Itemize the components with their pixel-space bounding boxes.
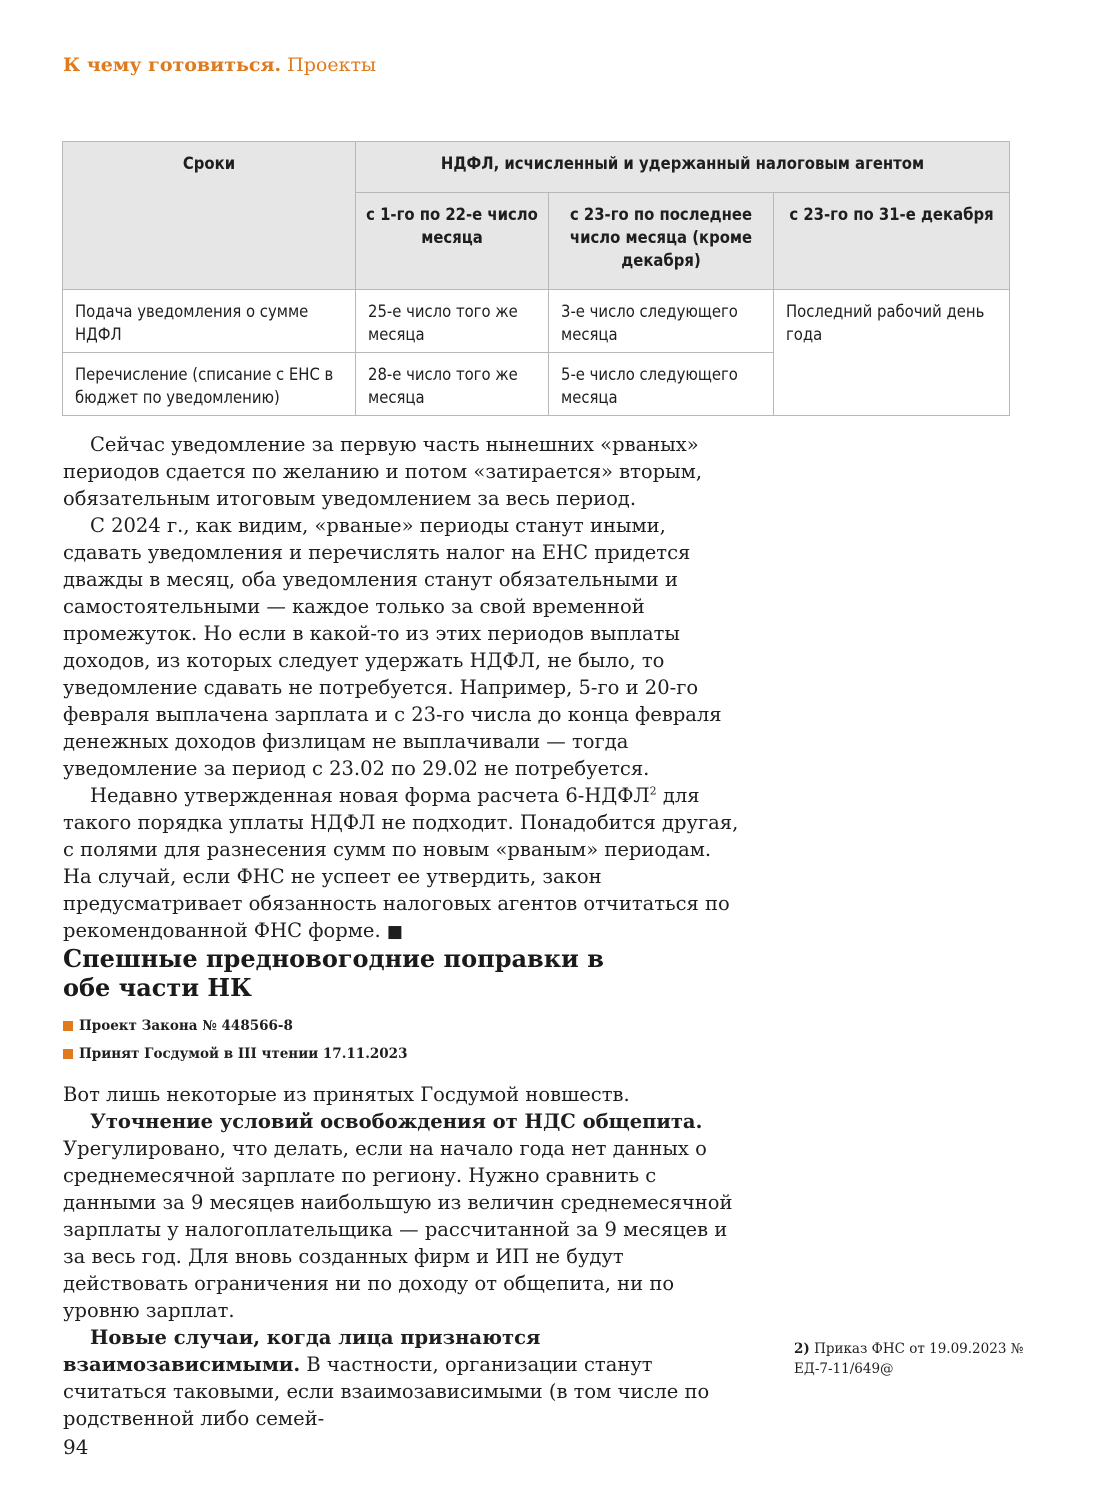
law-number: Проект Закона № 448566-8 [79, 1018, 293, 1034]
section-title: Спешные предновогодние поправки в обе части НК [63, 944, 604, 1002]
footnote [794, 1339, 1024, 1379]
col-header-deadlines: Сроки [63, 142, 356, 290]
row-cell: 3-е число следующего месяца [549, 290, 774, 353]
law-info-item [63, 1040, 407, 1068]
paragraph: Сейчас уведомление за первую часть нынешних «рваных» периодов сдается по желанию и потом «затирается» вторым, обязательным итоговым уведомлением за весь период. [63, 433, 703, 510]
row-label: Перечисление (списание с ЕНС в бюджет по уведомлению) [63, 353, 356, 416]
subsection-title: Уточнение условий освобождения от НДС общепита. [90, 1110, 703, 1133]
paragraph-text: для такого порядка уплаты НДФЛ не подходит. Понадобится другая, с полями для разнесения сумм по новым «рваным» периодам. На случай, если ФНС не успеет ее утвердить, закон предусматривает обязанность налоговых агентов отчитаться по рекомендованной ФНС форме. [63, 784, 739, 942]
page-number: 94 [63, 1435, 89, 1459]
col-header-period-2: с 23-го по последнее число месяца (кроме декабря) [549, 193, 774, 290]
deadlines-table [62, 141, 1010, 416]
end-mark: ■ [386, 922, 403, 942]
paragraph-text: В частности, организации станут считаться таковыми, если взаимозависимыми (в том числе по родственной либо семей- [63, 1353, 710, 1430]
section-header-light: Проекты [287, 54, 377, 76]
paragraph [63, 782, 743, 946]
section-header [63, 54, 376, 76]
law-status: Принят Госдумой в III чтении 17.11.2023 [79, 1046, 408, 1062]
paragraph [63, 1324, 743, 1432]
law-info [63, 1012, 407, 1068]
footnote-ref: 2 [649, 784, 657, 798]
row-cell: 25-е число того же месяца [356, 290, 549, 353]
merged-cell: Последний рабочий день года [774, 290, 1010, 416]
bullet-square-icon [63, 1049, 73, 1059]
row-cell: 28-е число того же месяца [356, 353, 549, 416]
paragraph: Вот лишь некоторые из принятых Госдумой новшеств. [63, 1083, 630, 1106]
row-cell: 5-е число следующего месяца [549, 353, 774, 416]
paragraph [63, 1108, 743, 1324]
bullet-square-icon [63, 1021, 73, 1031]
paragraph-text: Недавно утвержденная новая форма расчета 6-НДФЛ [90, 784, 650, 807]
footnote-number: 2) [794, 1341, 810, 1357]
law-info-item [63, 1012, 407, 1040]
col-header-period-1: с 1-го по 22-е число месяца [356, 193, 549, 290]
footnote-text: Приказ ФНС от 19.09.2023 № ЕД-7-11/649@ [794, 1341, 1024, 1377]
col-header-period-3: с 23-го по 31-е декабря [774, 193, 1010, 290]
col-header-group: НДФЛ, исчисленный и удержанный налоговым агентом [356, 142, 1010, 193]
paragraph: С 2024 г., как видим, «рваные» периоды станут иными, сдавать уведомления и перечислять налог на ЕНС придется дважды в месяц, оба уведомления станут обязательными и самостоятельными — каждое только за свой временной промежуток. Но если в какой-то из этих периодов выплаты доходов, из которых следует удержать НДФЛ, не было, то уведомление сдавать не потребуется. Например, 5-го и 20-го февраля выплачена зарплата и с 23-го числа до конца февраля денежных доходов физлицам не выплачивали — тогда уведомление за период с 23.02 по 29.02 не потребуется. [63, 514, 722, 780]
article-body [63, 431, 743, 946]
table-row [63, 290, 1010, 353]
paragraph-text: Урегулировано, что делать, если на начало года нет данных о среднемесячной зарплате по региону. Нужно сравнить с данными за 9 месяцев наибольшую из величин среднемесячной зарплаты у налогоплательщика — рассчитанной за 9 месяцев и за весь год. Для вновь созданных фирм и ИП не будут действовать ограничения ни по доходу от общепита, ни по уровню зарплат. [63, 1137, 733, 1322]
subsection-title: Новые случаи, когда лица признаются взаимозависимыми. [63, 1326, 541, 1376]
row-label: Подача уведомления о сумме НДФЛ [63, 290, 356, 353]
section-header-bold: К чему готовиться. [63, 54, 282, 76]
section-body [63, 1081, 743, 1432]
